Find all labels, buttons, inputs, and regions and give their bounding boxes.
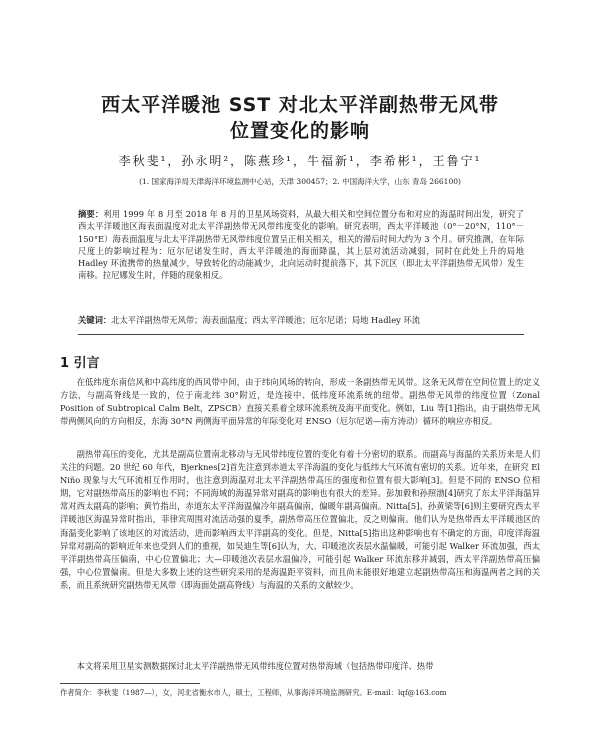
author-footnote: 作者简介：李秋斐（1987—），女，河北省衡水市人，硕士，工程师，从事海洋环境监测研究。E-mail：lqf@163.com bbox=[60, 688, 447, 697]
abstract-text: 利用 1999 年 8 月至 2018 年 8 月的卫星风场资料，从最大相关和空间位置分布和对应的海温时间出发，研究了西太平洋暖池区海表面温度对北太平洋副热带无风带纬度变化的影响。研究表明，西太平洋暖池（0°－20°N，110°－150°E）海表面温度与北太平洋副热带无风带纬度位置呈正相关相关，相关的滞后时间大约为 3 个月。研究推测，在年际尺度上的影响过程为：厄尔尼诺发生时，西太平洋暖池的海面降温，其上层对流活动减弱，同时在此处上升的局地 Hadley 环流携带的热量减少，导致转化的动能减少，北向运动时提前落下，其下沉区（即北太平洋副热带无风带）发生南移。拉尼娜发生时，伴随的现象相反。 bbox=[78, 209, 524, 281]
intro-paragraph-2 bbox=[60, 448, 540, 592]
keywords-text: 北太平洋副热带无风带；海表面温度；西太平洋暖池；厄尔尼诺；局地 Hadley 环流 bbox=[111, 315, 421, 325]
paragraph-text: 在低纬度东南信风和中高纬度的西风带中间，由于纬向风场的转向，形成一条副热带无风带。这条无风带在空间位置上的定义方法，与副高脊线是一致的，位于南北纬 30°附近，是连接中、低纬度环流系统的纽带。副热带无风带的纬度位置（Zonal Position of Subtropical Calm Belt，ZPSCB）直接关系着全球环流系统及海平面变化。例如，Liu 等[1]指出，由于副热带无风带两侧风向的方向相反，东海 30°N 两侧海平面异常的年际变化对 ENSO（厄尔尼诺—南方涛动）循环的响应亦相反。 bbox=[60, 377, 540, 427]
abstract bbox=[78, 208, 524, 282]
affiliation: (1. 国家海洋局天津海洋环境监测中心站，天津 300457；2. 中国海洋大学，山东 青岛 266100) bbox=[139, 177, 461, 186]
author-list: 李秋斐¹，孙永明²，陈燕珍¹，牛福新¹，李希彬¹，王鲁宁¹ bbox=[118, 154, 482, 168]
footnote-divider bbox=[60, 683, 200, 684]
paper-title-line-2: 位置变化的影响 bbox=[229, 120, 370, 142]
paragraph-text: 本文将采用卫星实测数据探讨北太平洋副热带无风带纬度位置对热带海域（包括热带印度洋、热带 bbox=[76, 661, 434, 671]
abstract-divider bbox=[78, 334, 524, 335]
abstract-label: 摘要： bbox=[78, 209, 104, 219]
paragraph-text: 副热带高压的变化，尤其是副高位置南北移动与无风带纬度位置的变化有着十分密切的联系。而副高与海温的关系历来是人们关注的问题。20 世纪 60 年代，Bjerknes[2]首先注意到赤道太平洋海温的变化与低纬大气环流有密切的关系。近年来，在研究 El Niño 现象与大气环流相互作用时，也注意到海温对北太平洋副热带高压的强度和位置有很大影响[3]。但是不同的 ENSO 位相期，它对副热带高压的影响也不同；不同海域的海温异常对副高的影响也有很大的差异。彭加毅和孙照渤[4]研究了东太平洋海温异常对西太副高的影响；黄竹指出，赤道东太平洋海温偏冷年副高偏南，偏暖年副高偏南。Nitta[5]、孙黄梁等[6]则主要研究西太平洋暖池区海温异常时指出，菲律宾周围对流活动强的夏季，副热带高压位置偏北，反之则偏南。他们认为是热带西太平洋暖池区的海温变化影响了该地区的对流活动，进而影响西太平洋副高的变化。但是，Nitta[5]指出这种影响也有不确定的方面，印度洋海温异常对副高的影响近年来也受到人们的重视，如吴迪生等[6]认为，大、印暖池次表层水温偏暖，可能引起 Walker 环流加强，西太平洋副热带高压偏南，中心位置偏北；大—印暖池次表层水温偏冷，可能引起 Walker 环流东移并减弱，西太平洋副热带高压偏强，中心位置偏南。但是大多数上述的这些研究采用的是海温距平资料，而且尚未能很好地建立起副热带高压和海温两者之间的关系，而且系统研究副热带无风带（即海面处副高脊线）与海温的关系的文献较少。 bbox=[60, 449, 540, 590]
intro-paragraph-3 bbox=[60, 660, 540, 673]
intro-paragraph-1 bbox=[60, 376, 540, 428]
keywords-label: 关键词： bbox=[78, 315, 112, 325]
section-heading-introduction: 1 引言 bbox=[60, 356, 100, 371]
keywords bbox=[78, 314, 524, 326]
paper-title-line-1: 西太平洋暖池 SST 对北太平洋副热带无风带 bbox=[101, 94, 499, 116]
